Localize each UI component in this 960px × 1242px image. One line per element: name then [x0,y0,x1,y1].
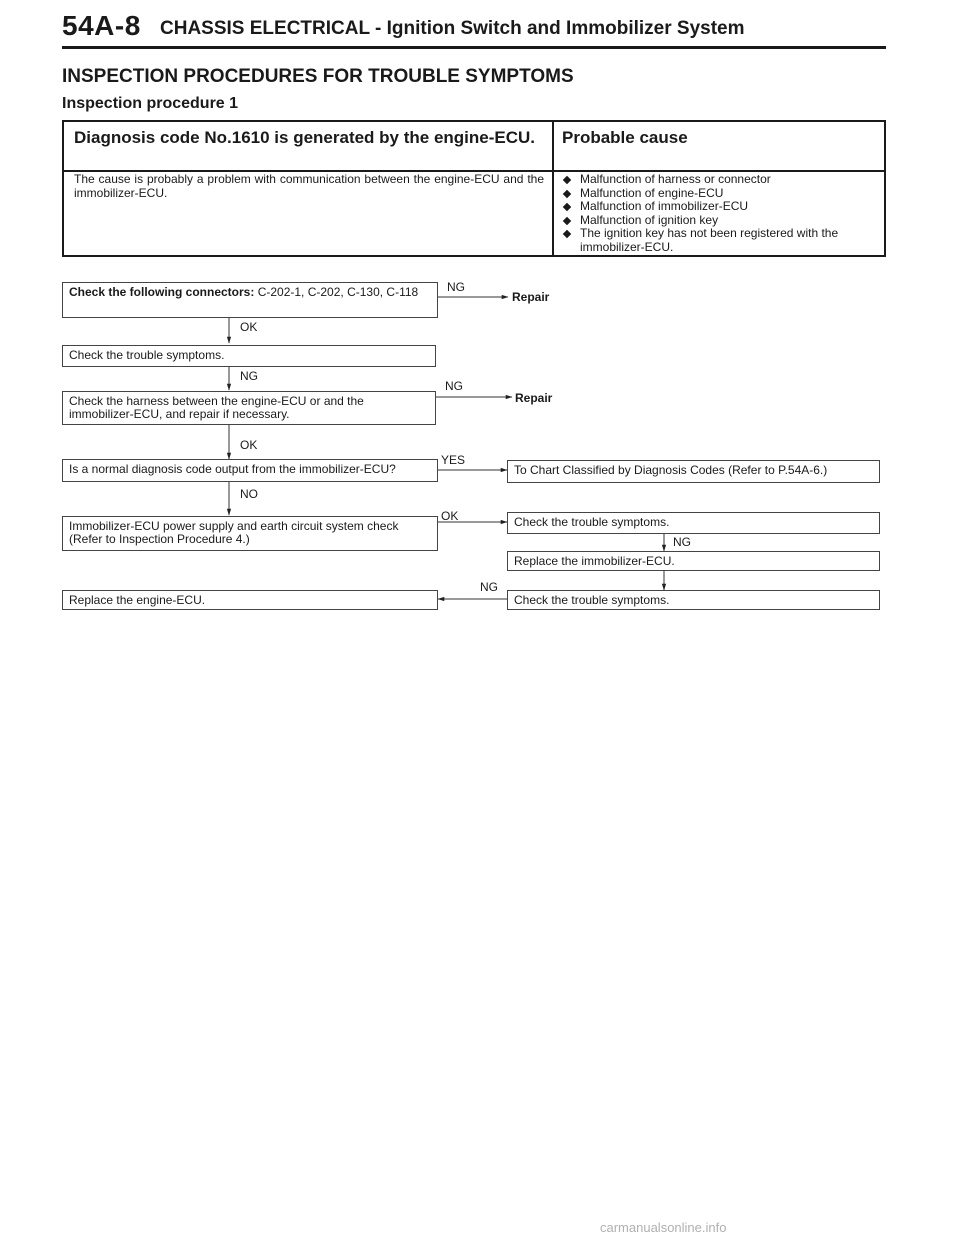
branch-label-ok: OK [240,320,258,334]
footer-watermark: carmanualsonline.info [600,1220,727,1235]
branch-label-ng: NG [447,280,465,294]
repair-label-1: Repair [512,290,550,304]
step-replace-engine-ecu: Replace the engine-ECU. [62,590,438,610]
step-check-connectors: Check the following connectors: C-202-1, C-202, C-130, C-118 [62,282,438,318]
result-chart-by-diagnosis-codes: To Chart Classified by Diagnosis Codes (Refer to P.54A-6.) [507,460,880,483]
branch-label-ng: NG [445,379,463,393]
list-item: The ignition key has not been registered with the immobilizer-ECU. [562,227,877,254]
branch-label-ng: NG [673,535,691,549]
branch-label-yes: YES [441,453,466,467]
step-power-supply-check: Immobilizer-ECU power supply and earth circuit system check (Refer to Inspection Procedure 4.) [62,516,438,551]
step-check-harness: Check the harness between the engine-ECU or and the immobilizer-ECU, and repair if necessary. [62,391,436,425]
result-replace-immobilizer-ecu: Replace the immobilizer-ECU. [507,551,880,571]
branch-label-no: NO [240,487,258,501]
branch-label-ok: OK [240,438,258,452]
step-check-trouble-symptoms: Check the trouble symptoms. [62,345,436,367]
list-item: Malfunction of harness or connector [562,173,877,187]
list-item: Malfunction of ignition key [562,214,877,228]
result-check-trouble-symptoms: Check the trouble symptoms. [507,512,880,534]
step-diagnosis-code-question: Is a normal diagnosis code output from the immobilizer-ECU? [62,459,438,482]
section-title: CHASSIS ELECTRICAL - Ignition Switch and Immobilizer System [160,18,745,39]
table-cause-text: The cause is probably a problem with communication between the engine-ECU and the immobilizer-ECU. [74,172,544,200]
table-header-probable-cause: Probable cause [562,128,688,147]
main-heading: INSPECTION PROCEDURES FOR TROUBLE SYMPTOMS [62,66,574,87]
list-item: Malfunction of immobilizer-ECU [562,200,877,214]
branch-label-ng: NG [240,369,258,383]
branch-label-ng: NG [480,580,498,594]
repair-label-2: Repair [515,391,553,405]
page-number: 54A-8 [62,10,141,41]
list-item: Malfunction of engine-ECU [562,187,877,201]
table-header-diagnosis: Diagnosis code No.1610 is generated by the engine-ECU. [74,128,536,147]
branch-label-ok: OK [441,509,459,523]
sub-heading: Inspection procedure 1 [62,95,239,112]
result-check-trouble-symptoms-2: Check the trouble symptoms. [507,590,880,610]
